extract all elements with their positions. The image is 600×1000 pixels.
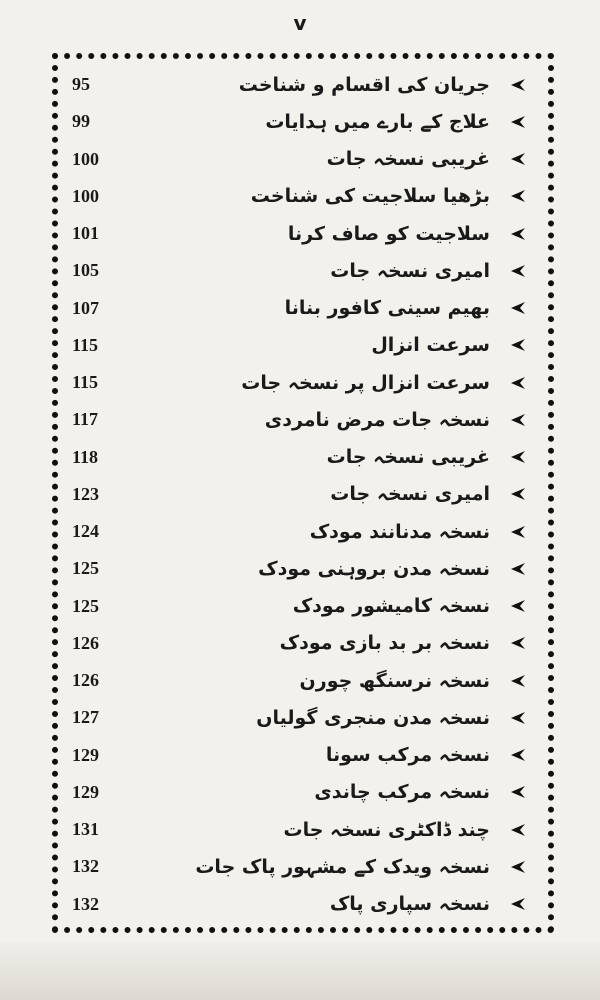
toc-entry: [58, 476, 548, 513]
arrowhead-bullet-icon: [508, 335, 528, 355]
toc-entry-page-number: 129: [72, 781, 99, 802]
toc-entry: [58, 699, 548, 736]
toc-entry-title: بھیم سینی کافور بنانا: [284, 297, 490, 320]
toc-entry-title: نسخہ مدنانند مودک: [309, 520, 490, 543]
toc-entry-page-number: 127: [72, 707, 99, 728]
toc-entry-title: امیری نسخہ جات: [330, 483, 490, 506]
toc-entry: [58, 550, 548, 587]
toc-entry-page-number: 117: [72, 409, 99, 430]
arrowhead-bullet-icon: [508, 522, 528, 542]
toc-entry: [58, 439, 548, 476]
toc-entry-page-number: 126: [72, 670, 99, 691]
arrowhead-bullet-icon: [508, 782, 528, 802]
arrowhead-bullet-icon: [508, 447, 528, 467]
arrowhead-bullet-icon: [508, 224, 528, 244]
toc-entry-page-number: 115: [72, 334, 99, 355]
toc-entry-title: نسخہ مدن بروہنی مودک: [258, 557, 490, 580]
toc-entry-page-number: 115: [72, 372, 99, 393]
toc-entry: [58, 364, 548, 401]
toc-entry: [58, 103, 548, 140]
toc-entry: [58, 215, 548, 252]
toc-entry-title: نسخہ مدن منجری گولیاں: [256, 706, 490, 729]
toc-entry: [58, 737, 548, 774]
arrowhead-bullet-icon: [508, 745, 528, 765]
toc-entry: [58, 774, 548, 811]
arrowhead-bullet-icon: [508, 671, 528, 691]
arrowhead-bullet-icon: [508, 857, 528, 877]
toc-entry: [58, 811, 548, 848]
toc-entry-title: نسخہ مرکب سونا: [325, 744, 490, 767]
toc-entry-page-number: 101: [72, 223, 99, 244]
toc-entry: [58, 252, 548, 289]
arrowhead-bullet-icon: [508, 633, 528, 653]
toc-entry-page-number: 107: [72, 297, 99, 318]
toc-entry-page-number: 126: [72, 632, 99, 653]
toc-entry: [58, 588, 548, 625]
toc-entry-title: سرعت انزال پر نسخہ جات: [241, 371, 490, 394]
arrowhead-bullet-icon: [508, 149, 528, 169]
toc-entry-title: غریبی نسخہ جات: [326, 148, 490, 171]
toc-entry-title: چند ڈاکٹری نسخہ جات: [283, 818, 490, 841]
arrowhead-bullet-icon: [508, 894, 528, 914]
toc-entry: [58, 662, 548, 699]
toc-entry-page-number: 125: [72, 595, 99, 616]
toc-entry-page-number: 118: [72, 446, 99, 467]
arrowhead-bullet-icon: [508, 298, 528, 318]
toc-entry-title: نسخہ ویدک کے مشہور پاک جات: [195, 855, 490, 878]
toc-entry-title: سلاجیت کو صاف کرنا: [287, 222, 490, 245]
toc-entry-page-number: 100: [72, 185, 99, 206]
toc-entry-title: نسخہ نرسنگھ چورن: [299, 669, 490, 692]
toc-entry: [58, 401, 548, 438]
arrowhead-bullet-icon: [508, 484, 528, 504]
toc-entry-page-number: 99: [72, 111, 90, 132]
arrowhead-bullet-icon: [508, 820, 528, 840]
toc-entry: [58, 327, 548, 364]
toc-entry-title: نسخہ مرکب چاندی: [314, 781, 490, 804]
toc-entry: [58, 290, 548, 327]
arrowhead-bullet-icon: [508, 261, 528, 281]
toc-entry: [58, 66, 548, 103]
toc-entry-title: جریان کی اقسام و شناخت: [238, 73, 490, 96]
arrowhead-bullet-icon: [508, 186, 528, 206]
toc-entry-page-number: 129: [72, 744, 99, 765]
toc-entry: [58, 513, 548, 550]
toc-entry-title: نسخہ سپاری پاک: [329, 893, 490, 916]
toc-entry-title: سرعت انزال: [371, 334, 490, 357]
toc-entry-page-number: 100: [72, 148, 99, 169]
toc-entry-page-number: 95: [72, 74, 90, 95]
table-of-contents: [58, 66, 548, 923]
page-number: v: [293, 11, 307, 35]
toc-entry: [58, 141, 548, 178]
toc-entry-title: غریبی نسخہ جات: [326, 446, 490, 469]
toc-entry: [58, 178, 548, 215]
toc-entry-page-number: 131: [72, 819, 99, 840]
arrowhead-bullet-icon: [508, 708, 528, 728]
arrowhead-bullet-icon: [508, 112, 528, 132]
arrowhead-bullet-icon: [508, 410, 528, 430]
arrowhead-bullet-icon: [508, 596, 528, 616]
toc-entry-page-number: 125: [72, 558, 99, 579]
toc-entry-title: نسخہ کامیشور مودک: [292, 595, 490, 618]
toc-entry-title: علاج کے بارے میں ہدایات: [265, 110, 490, 133]
arrowhead-bullet-icon: [508, 75, 528, 95]
toc-entry-page-number: 132: [72, 893, 99, 914]
toc-entry-page-number: 105: [72, 260, 99, 281]
arrowhead-bullet-icon: [508, 373, 528, 393]
page-edge-shadow: [0, 942, 600, 1000]
toc-entry-title: بڑھیا سلاجیت کی شناخت: [250, 185, 490, 208]
toc-entry: [58, 848, 548, 885]
toc-entry-title: امیری نسخہ جات: [330, 259, 490, 282]
toc-entry: [58, 886, 548, 923]
arrowhead-bullet-icon: [508, 559, 528, 579]
toc-entry-page-number: 124: [72, 521, 99, 542]
toc-entry-page-number: 123: [72, 483, 99, 504]
toc-entry-title: نسخہ بر بد بازی مودک: [279, 632, 490, 655]
toc-entry-page-number: 132: [72, 856, 99, 877]
toc-entry: [58, 625, 548, 662]
toc-entry-title: نسخہ جات مرض نامردی: [264, 408, 490, 431]
